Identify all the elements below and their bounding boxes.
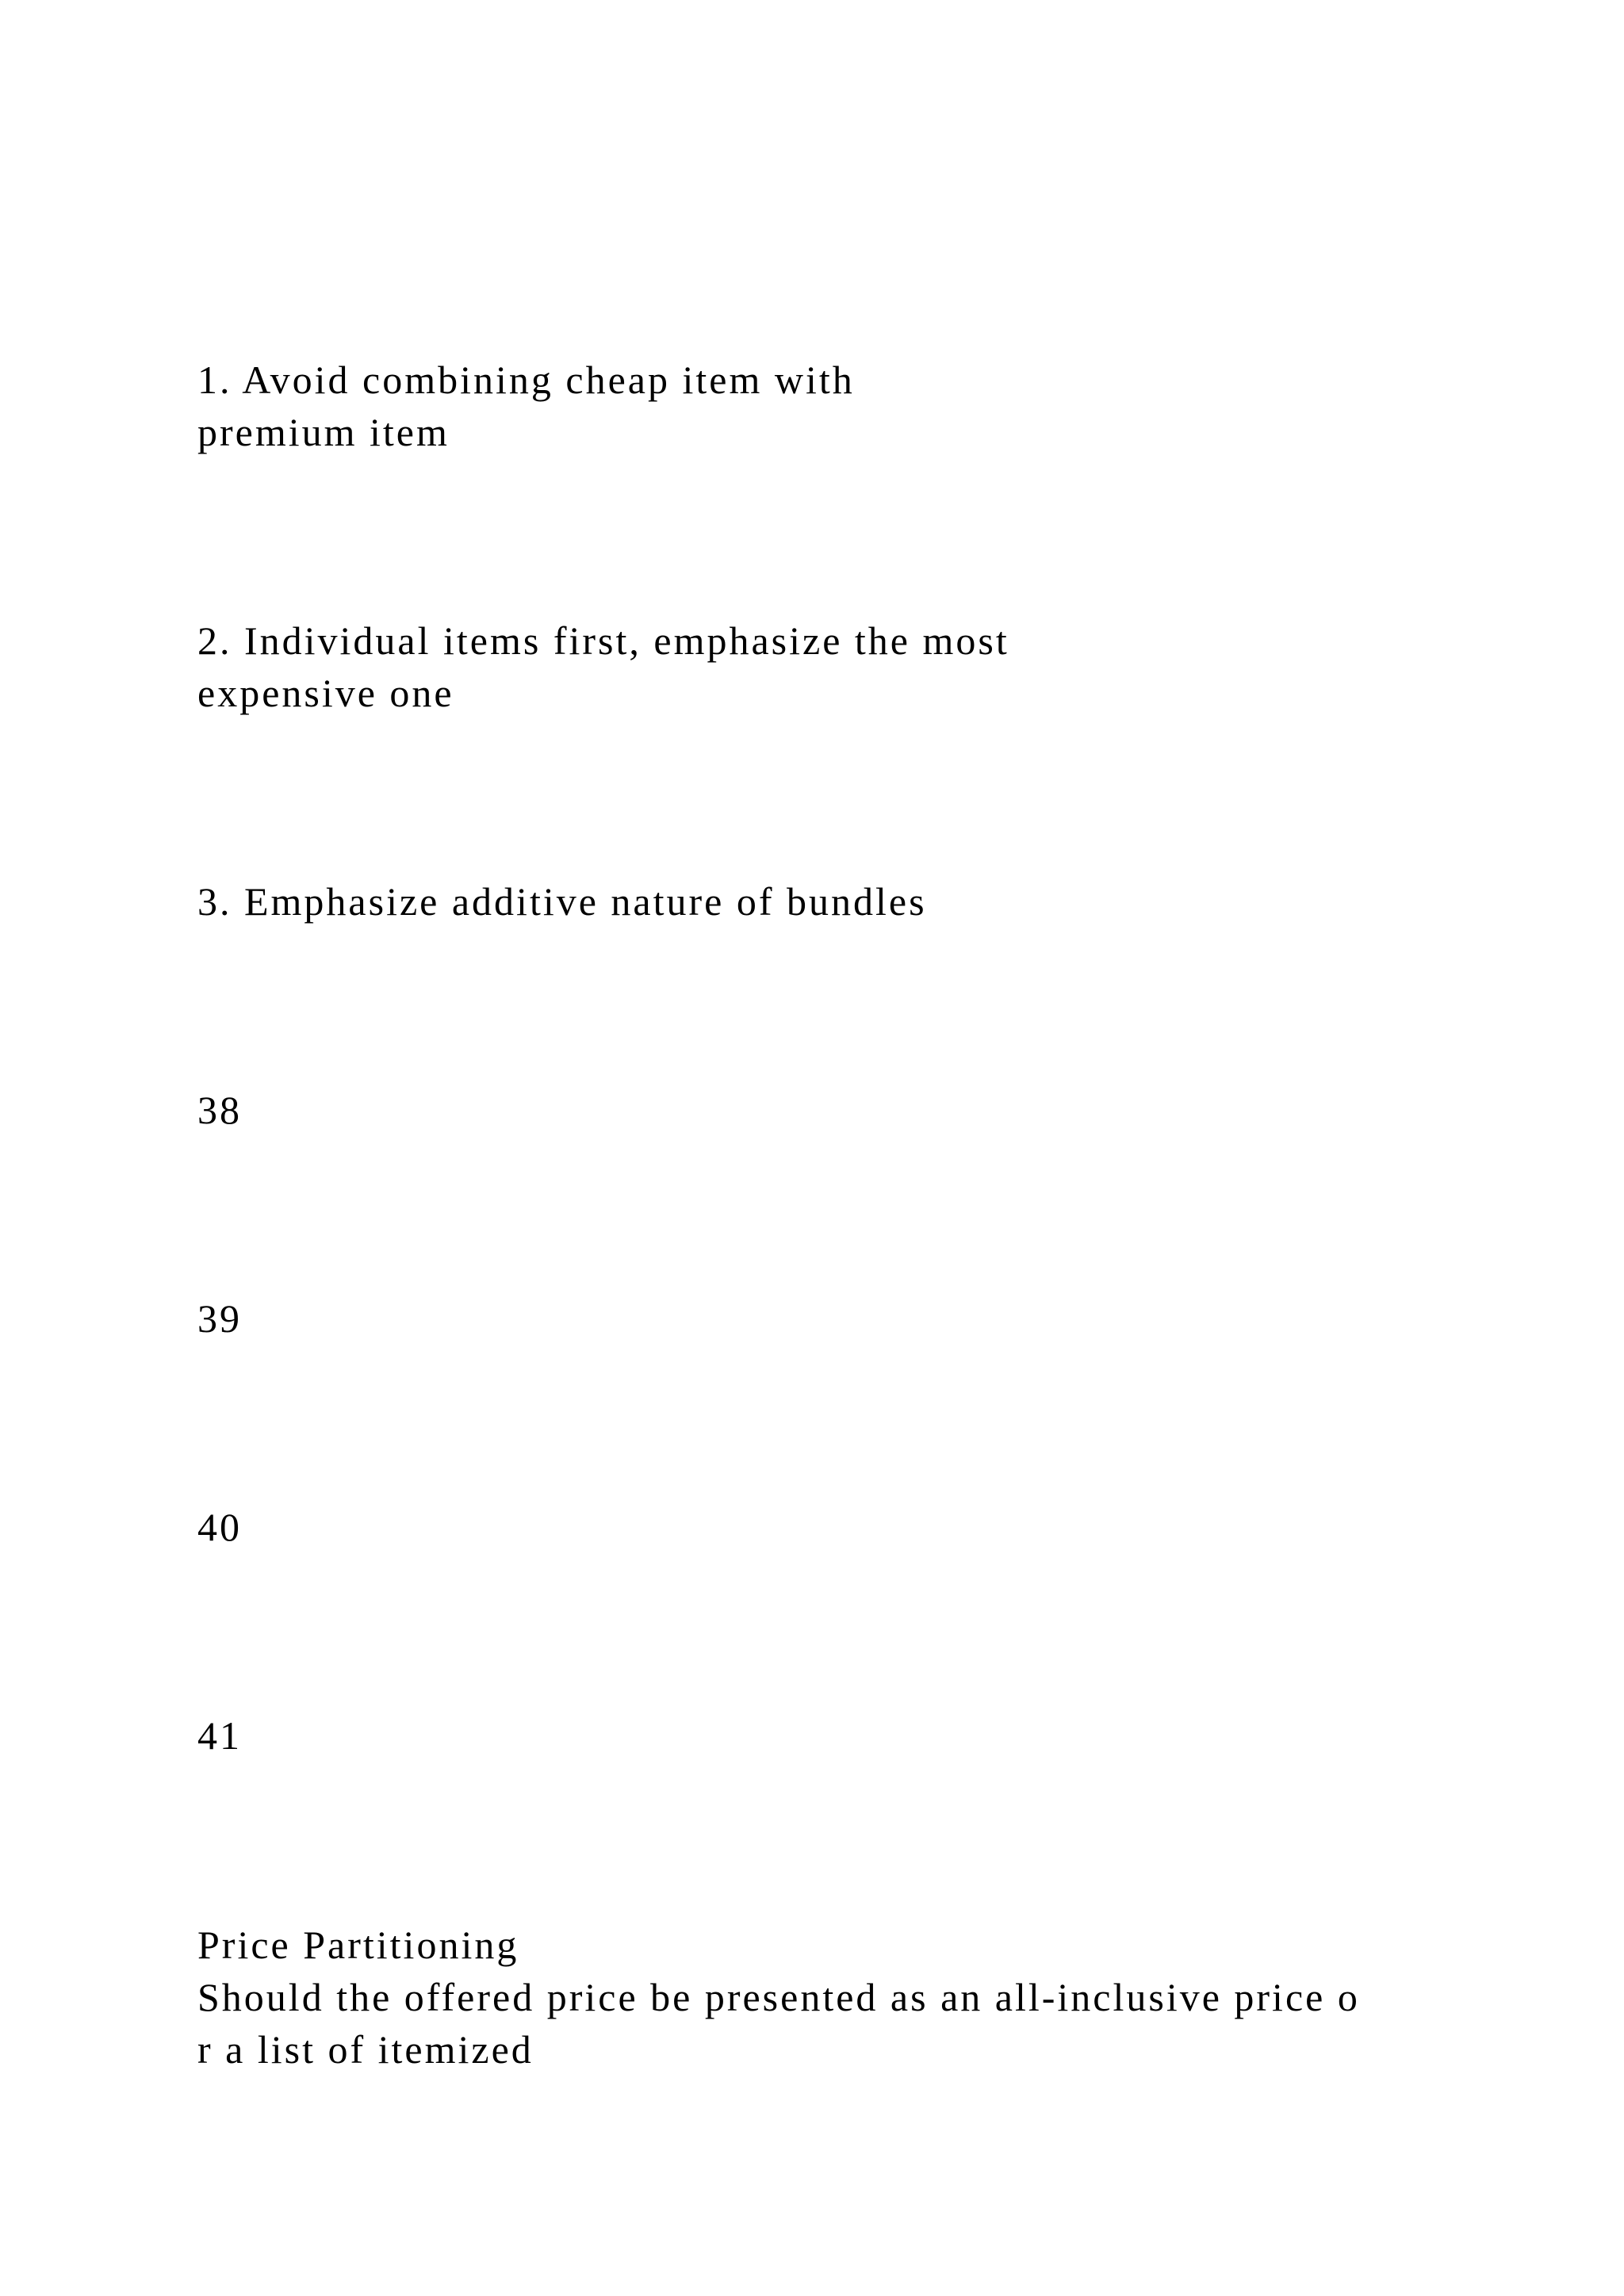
list-item-2-line-1: 2. Individual items first, emphasize the most	[197, 618, 1009, 663]
list-item-3-line-1: 3. Emphasize additive nature of bundles	[197, 879, 927, 924]
section-body-line-2: r a list of itemized	[197, 2027, 534, 2072]
page-number-40: 40	[197, 1505, 242, 1549]
section-body-line-1: Should the offered price be presented as an all-inclusive price o	[197, 1975, 1360, 2019]
list-item-2-line-2: expensive one	[197, 671, 454, 715]
list-item-1-line-2: premium item	[197, 410, 450, 454]
section-heading: Price Partitioning	[197, 1923, 519, 1967]
page-number-38: 38	[197, 1088, 242, 1132]
page-number-39: 39	[197, 1296, 242, 1341]
page-number-41: 41	[197, 1713, 242, 1758]
list-item-1-line-1: 1. Avoid combining cheap item with	[197, 358, 855, 402]
